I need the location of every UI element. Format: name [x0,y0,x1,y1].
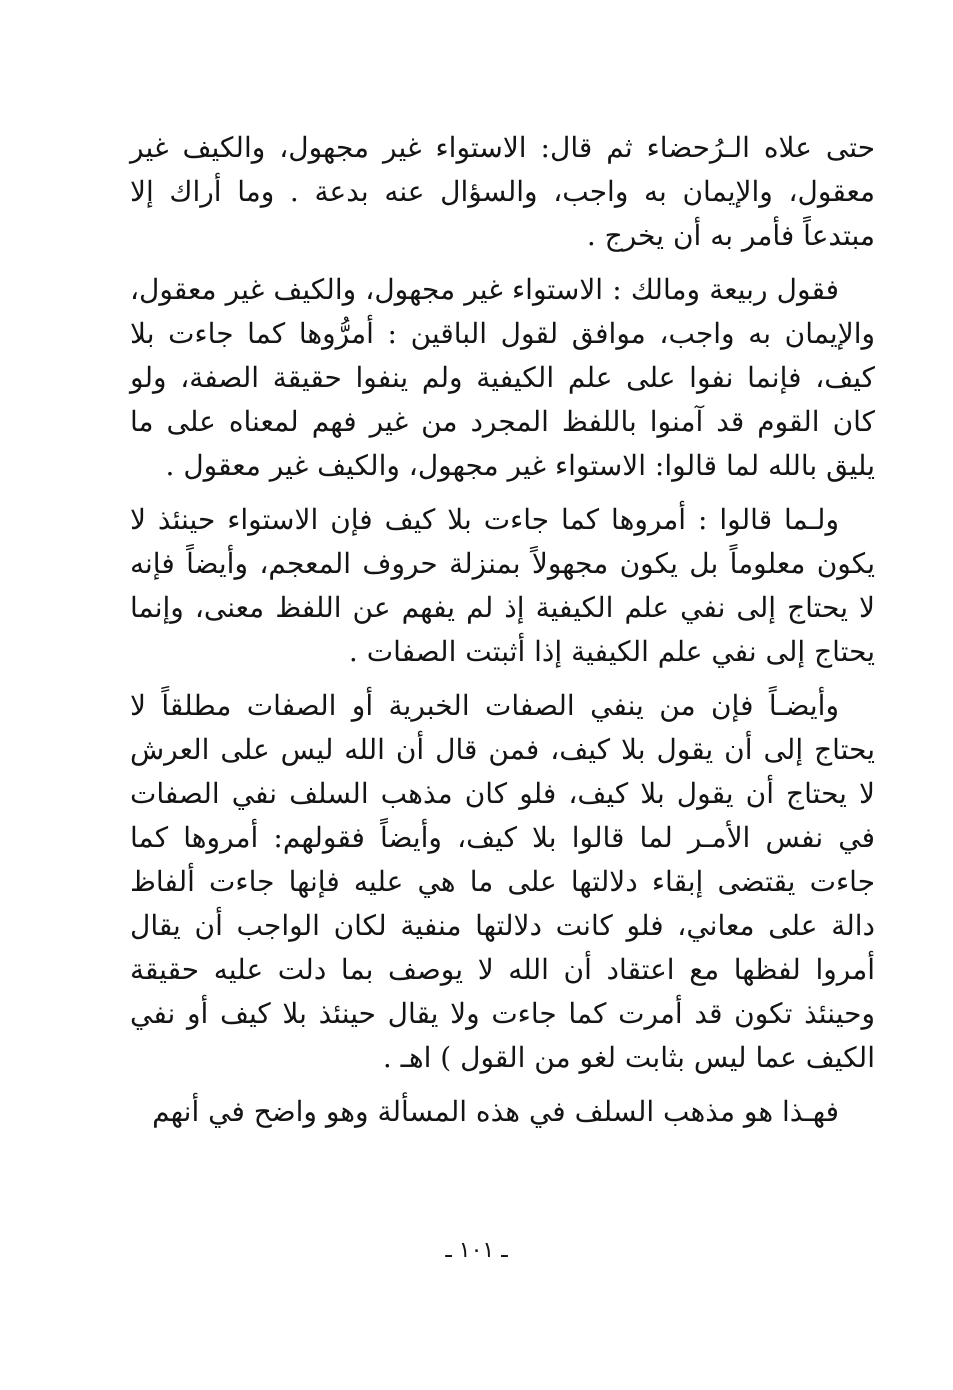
page-number: ـ ١٠١ ـ [445,1238,508,1263]
paragraph-3: ولـما قالوا : أمروها كما جاءت بلا كيف فإن الاستواء حينئذ لا يكون معلوماً بل يكون مجهولاً بمنزلة حروف المعجم، وأيضاً فإنه لا يحتاج إلى نفي علم الكيفية إذ لم يفهم عن اللفظ معنى، وإنما يحتاج إلى نفي علم الكيفية إذا أثبتت الصفات . [130,503,875,668]
paragraph-5: فهـذا هو مذهب السلف في هذه المسألة وهو واضح في أنهم [152,1095,839,1128]
paragraph-2: فقول ربيعة ومالك : الاستواء غير مجهول، والكيف غير معقول، والإيمان به واجب، موافق لقول الباقين : أمرُّوها كما جاءت بلا كيف، فإنما نفوا على علم الكيفية ولم ينفوا حقيقة الصفة، ولو كان القوم قد آمنوا باللفظ المجرد من غير فهم لمعناه على ما يليق بالله لما قالوا: الاستواء غير مجهول، والكيف غير معقول . [130,273,875,482]
paragraph-1: حتى علاه الـرُحضاء ثم قال: الاستواء غير مجهول، والكيف غير معقول، والإيمان به واجب، والسؤال عنه بدعة . وما أراك إلا مبتدعاً فأمر به أن يخرج . [130,131,875,252]
body-text [130,126,875,1144]
paragraph-4: وأيضـاً فإن من ينفي الصفات الخبرية أو الصفات مطلقاً لا يحتاج إلى أن يقول بلا كيف، فمن قال أن الله ليس على العرش لا يحتاج أن يقول بلا كيف، فلو كان مذهب السلف نفي الصفات في نفس الأمـر لما قالوا بلا كيف، وأيضاً فقولهم: أمروها كما جاءت يقتضى إبقاء دلالتها على ما هي عليه فإنها جاءت ألفاظ دالة على معاني، فلو كانت دلالتها منفية لكان الواجب أن يقال أمروا لفظها مع اعتقاد أن الله لا يوصف بما دلت عليه حقيقة وحينئذ تكون قد أمرت كما جاءت ولا يقال حينئذ بلا كيف أو نفي الكيف عما ليس بثابت لغو من القول ) اهـ . [130,689,875,1074]
